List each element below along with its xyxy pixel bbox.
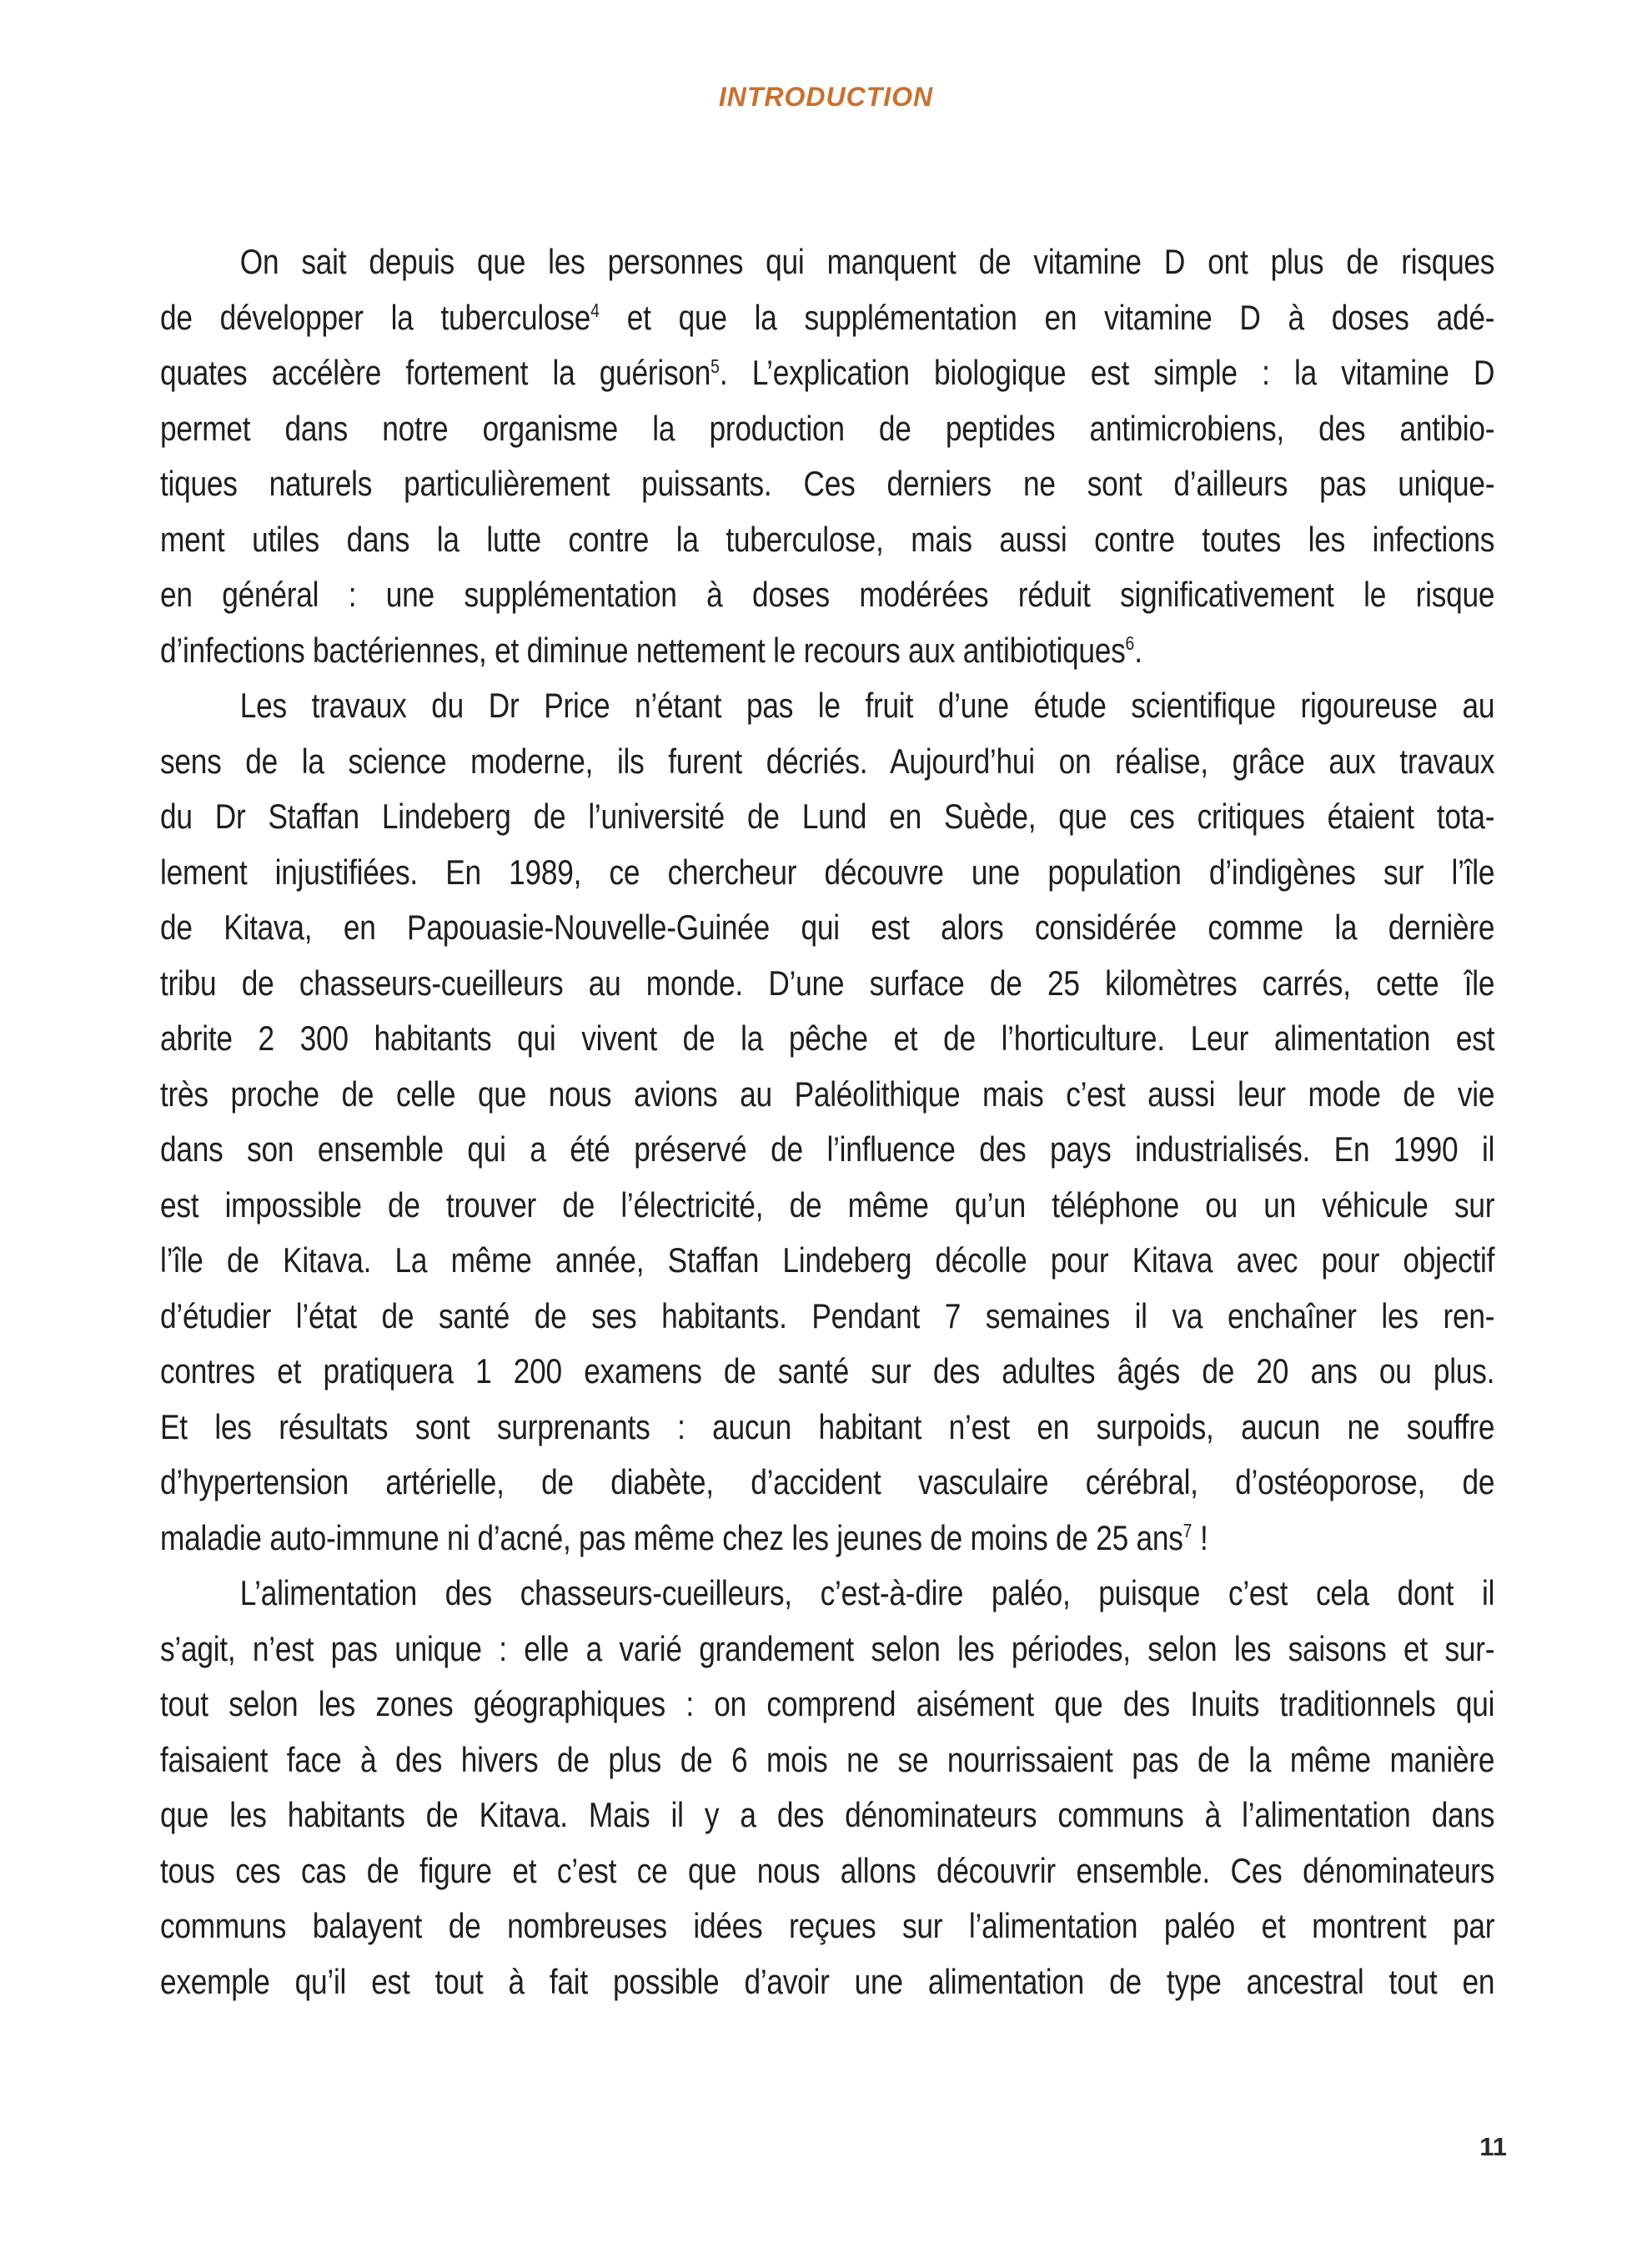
page-number: 11 (1479, 2132, 1507, 2161)
text-line: en général : une supplémentation à doses modérées réduit significativement le risque (160, 575, 1495, 614)
text-line: de développer la tuberculose$^4$ et que la supplémentation en vitamine D à doses adé- (160, 297, 1495, 337)
text-line: d’hypertension artérielle, de diabète, d’accident vasculaire cérébral, d’ostéoporose, de (160, 1462, 1495, 1501)
text-line: L’alimentation des chasseurs-cueilleurs, c’est-à-dire paléo, puisque c’est cela dont il (239, 1573, 1495, 1612)
text-line: lement injustifiées. En 1989, ce chercheur découvre une population d’indigènes sur l’île (160, 852, 1495, 892)
text-line: faisaient face à des hivers de plus de 6 mois ne se nourrissaient pas de la même manière (160, 1739, 1495, 1779)
footnote-ref: 4 (590, 299, 600, 322)
text-line: On sait depuis que les personnes qui manquent de vitamine D ont plus de risques (239, 242, 1495, 281)
text-line: Les travaux du Dr Price n’étant pas le fruit d’une étude scientifique rigoureuse au (239, 686, 1495, 725)
text-line: tous ces cas de figure et c’est ce que nous allons découvrir ensemble. Ces dénominateurs (160, 1850, 1495, 1890)
text-line: contres et pratiquera 1 200 examens de santé sur des adultes âgés de 20 ans ou plus. (160, 1351, 1495, 1391)
text-line: abrite 2 300 habitants qui vivent de la pêche et de l’horticulture. Leur alimentation est (160, 1018, 1495, 1058)
text-line: quates accélère fortement la guérison$^5$. L’explication biologique est simple : la vitamine D (160, 353, 1495, 392)
body-text (160, 234, 1494, 2009)
text-line: tiques naturels particulièrement puissants. Ces derniers ne sont d’ailleurs pas unique- (160, 464, 1495, 503)
paragraph (160, 234, 1494, 678)
text-line: permet dans notre organisme la production de peptides antimicrobiens, des antibio- (160, 408, 1495, 448)
text-line: que les habitants de Kitava. Mais il y a des dénominateurs communs à l’alimentation dans (160, 1795, 1495, 1834)
footnote-ref: 6 (1125, 632, 1135, 655)
text-line: l’île de Kitava. La même année, Staffan Lindeberg décolle pour Kitava avec pour objectif (160, 1240, 1495, 1280)
text-line: tout selon les zones géographiques : on comprend aisément que des Inuits traditionnels qui (160, 1684, 1495, 1723)
footnote-ref: 7 (1183, 1520, 1193, 1542)
text-line: du Dr Staffan Lindeberg de l’université de Lund en Suède, que ces critiques étaient tota- (160, 797, 1495, 836)
text-line: de Kitava, en Papouasie-Nouvelle-Guinée qui est alors considérée comme la dernière (160, 908, 1495, 947)
text-line: communs balayent de nombreuses idées reçues sur l’alimentation paléo et montrent par (160, 1906, 1495, 1945)
paragraph (160, 678, 1494, 1566)
section-title: INTRODUCTION (718, 82, 934, 112)
text-line: tribu de chasseurs-cueilleurs au monde. D’une surface de 25 kilomètres carrés, cette île (160, 963, 1495, 1003)
text-line: exemple qu’il est tout à fait possible d’avoir une alimentation de type ancestral tout en (160, 1961, 1495, 2001)
text-line: ment utiles dans la lutte contre la tuberculose, mais aussi contre toutes les infections (160, 519, 1495, 559)
footnote-ref: 5 (711, 355, 720, 377)
text-line: Et les résultats sont surprenants : aucun habitant n’est en surpoids, aucun ne souffre (160, 1406, 1495, 1446)
text-line: très proche de celle que nous avions au Paléolithique mais c’est aussi leur mode de vie (160, 1074, 1495, 1114)
paragraph (160, 1566, 1494, 2009)
text-line: dans son ensemble qui a été préservé de l’influence des pays industrialisés. En 1990 il (160, 1129, 1495, 1169)
text-line: s’agit, n’est pas unique : elle a varié grandement selon les périodes, selon les saisons et sur- (160, 1628, 1495, 1668)
text-line: sens de la science moderne, ils furent décriés. Aujourd’hui on réalise, grâce aux travaux (160, 741, 1495, 781)
text-line: est impossible de trouver de l’électricité, de même qu’un téléphone ou un véhicule sur (160, 1184, 1495, 1225)
text-line: maladie auto-immune ni d’acné, pas même chez les jeunes de moins de 25 ans$^7$ ! (160, 1517, 1208, 1557)
text-line: d’infections bactériennes, et diminue nettement le recours aux antibiotiques$^6$. (160, 630, 1142, 670)
text-line: d’étudier l’état de santé de ses habitants. Pendant 7 semaines il va enchaîner les ren- (160, 1295, 1495, 1335)
